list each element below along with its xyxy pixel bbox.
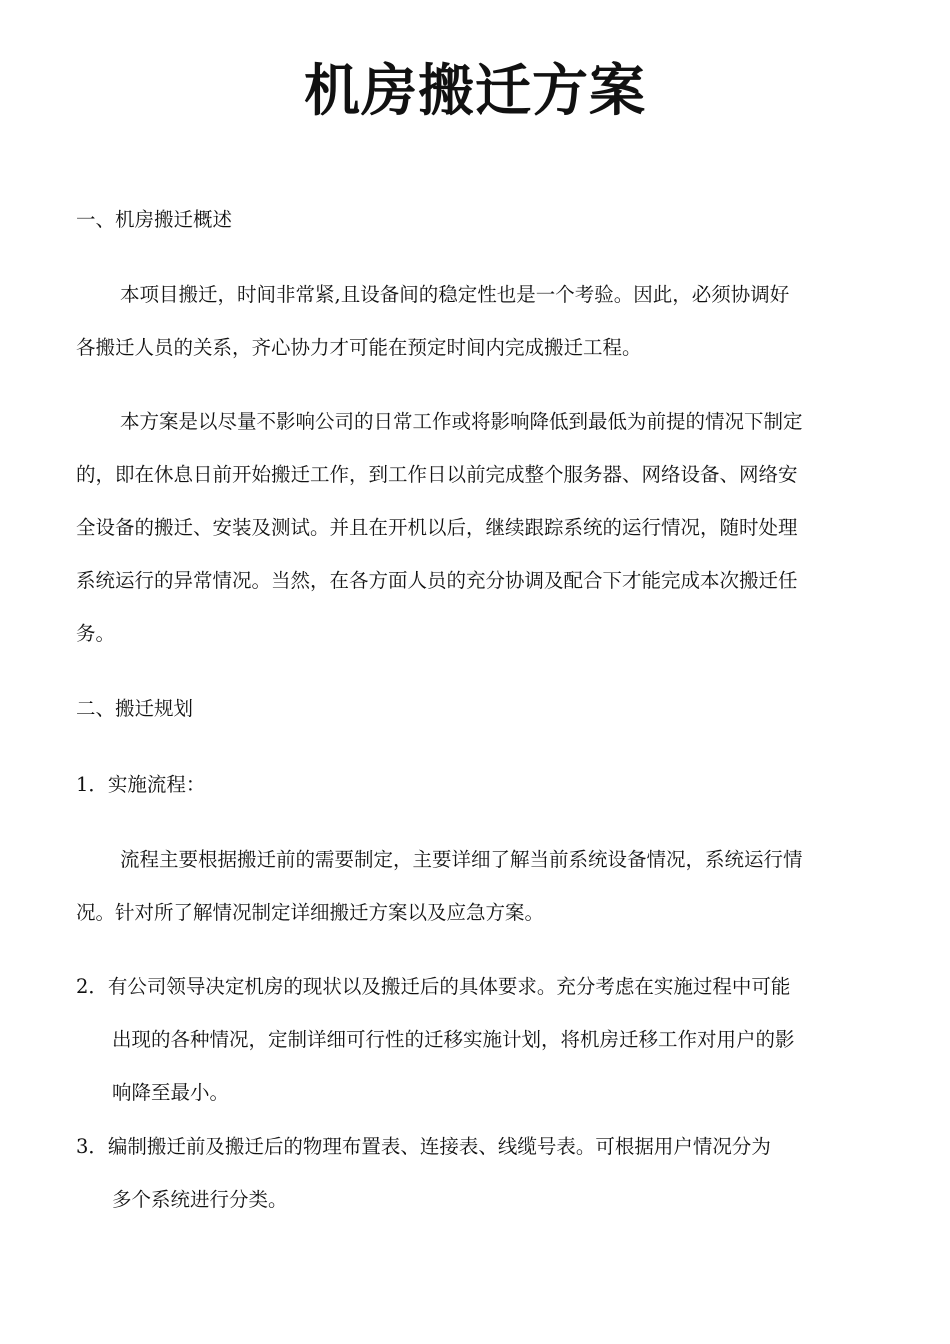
paragraph-line: 况。针对所了解情况制定详细搬迁方案以及应急方案。	[76, 901, 545, 924]
list-item: 3．编制搬迁前及搬迁后的物理布置表、连接表、线缆号表。可根据用户情况分为	[76, 1135, 771, 1158]
paragraph-line: 本项目搬迁，时间非常紧,且设备间的稳定性也是一个考验。因此，必须协调好	[120, 283, 790, 306]
paragraph-line: 本方案是以尽量不影响公司的日常工作或将影响降低到最低为前提的情况下制定	[120, 410, 803, 433]
paragraph-line: 的，即在休息日前开始搬迁工作，到工作日以前完成整个服务器、网络设备、网络安	[76, 463, 798, 486]
list-item-continuation: 出现的各种情况，定制详细可行性的迁移实施计划，将机房迁移工作对用户的影	[112, 1028, 795, 1051]
list-item-continuation: 多个系统进行分类。	[112, 1188, 288, 1211]
paragraph-line: 全设备的搬迁、安装及测试。并且在开机以后，继续跟踪系统的运行情况，随时处理	[76, 516, 798, 539]
paragraph-line: 流程主要根据搬迁前的需要制定，主要详细了解当前系统设备情况，系统运行情	[120, 848, 803, 871]
paragraph-line: 务。	[76, 622, 116, 645]
list-item-continuation: 响降至最小。	[112, 1081, 230, 1104]
section-heading-planning: 二、搬迁规划	[76, 697, 194, 720]
paragraph-line: 系统运行的异常情况。当然，在各方面人员的充分协调及配合下才能完成本次搬迁任	[76, 569, 798, 592]
paragraph-line: 各搬迁人员的关系，齐心协力才可能在预定时间内完成搬迁工程。	[76, 336, 642, 359]
list-item-label: 1．实施流程：	[76, 773, 206, 796]
document-title: 机房搬迁方案	[304, 59, 646, 124]
list-item: 2．有公司领导决定机房的现状以及搬迁后的具体要求。充分考虑在实施过程中可能	[76, 975, 791, 998]
section-heading-overview: 一、机房搬迁概述	[76, 208, 233, 231]
